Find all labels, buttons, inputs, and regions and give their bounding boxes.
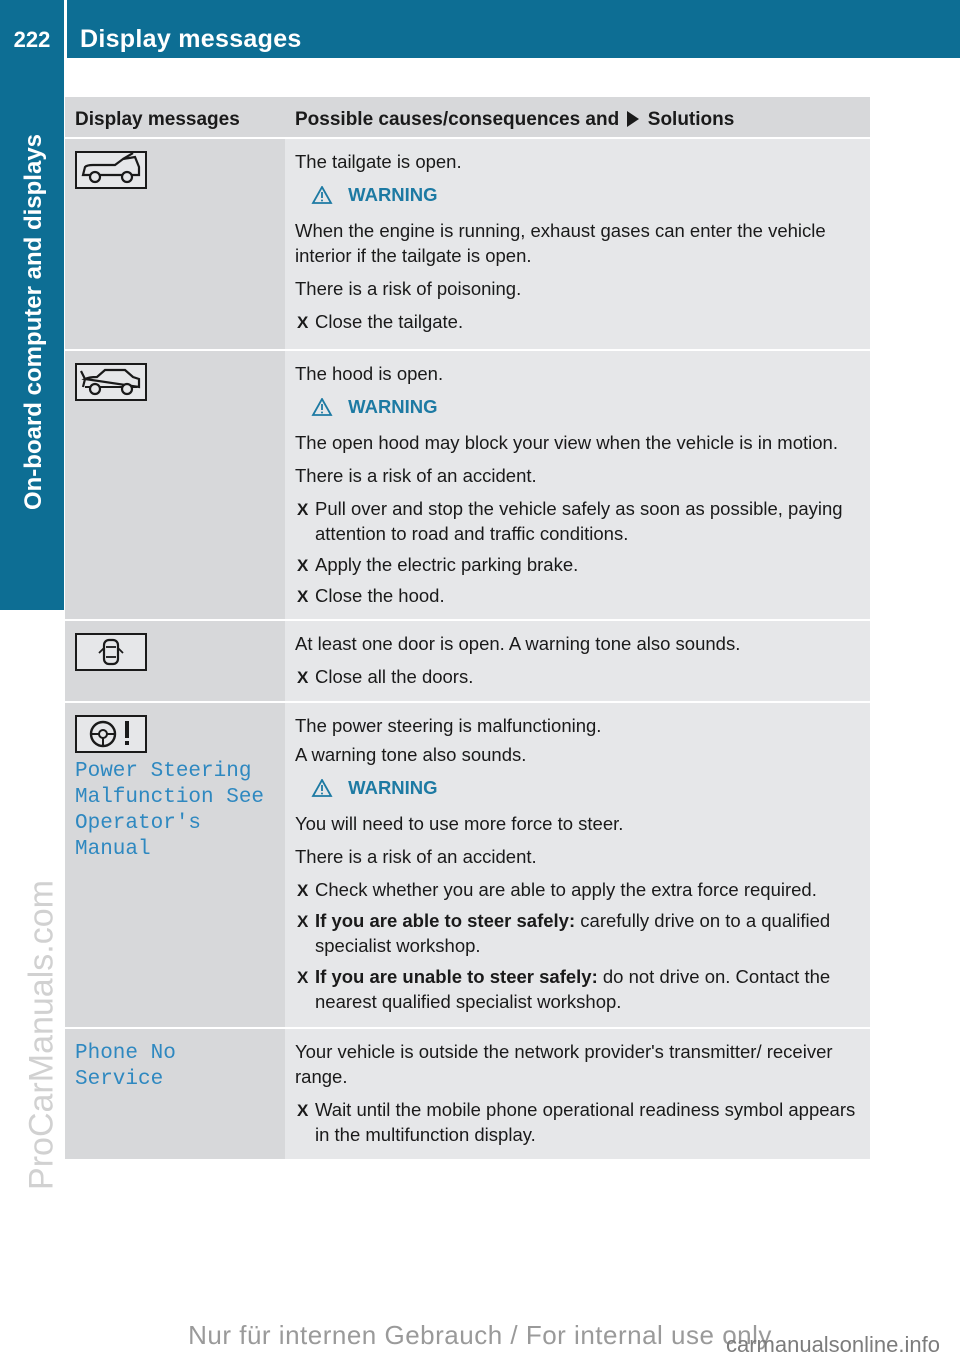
warning-heading	[295, 775, 864, 801]
display-text-line: Operator's Manual	[75, 812, 202, 861]
display-message-cell	[65, 1029, 285, 1159]
section-title-vertical: On-board computer and displays	[20, 133, 47, 511]
solution-cell	[285, 139, 870, 349]
warning-label: WARNING	[348, 777, 438, 798]
header-solutions-label: Solutions	[647, 109, 735, 130]
step-marker-icon: X	[297, 587, 309, 606]
solution-step: X Pull over and stop the vehicle safely as soon as possible, paying attention to road and traffic conditions.	[297, 498, 843, 544]
column-header-display-messages: Display messages	[75, 109, 240, 130]
warning-label: WARNING	[348, 184, 438, 205]
header-causes-label: Possible causes/consequences and	[295, 109, 620, 130]
cause-text: At least one door is open. A warning tone also sounds.	[295, 633, 741, 654]
column-header-causes-solutions	[285, 97, 870, 137]
step-marker-icon: X	[297, 881, 309, 900]
display-text-line: Power Steering	[75, 760, 252, 783]
risk-text: There is a risk of an accident.	[295, 846, 537, 867]
warning-label: WARNING	[348, 396, 438, 417]
cause-text: The hood is open.	[295, 363, 444, 384]
step-marker-icon: X	[297, 1101, 309, 1120]
display-message-cell	[65, 139, 285, 349]
page-title: Display messages	[80, 25, 302, 53]
solution-step: X Check whether you are able to apply the extra force required.	[295, 877, 864, 902]
solution-step: X If you are able to steer safely: carefully drive on to a qualified specialist workshop.	[297, 910, 831, 956]
tailgate-open-icon	[75, 151, 147, 189]
cause-text: Your vehicle is outside the network provider's transmitter/ receiver range.	[295, 1041, 833, 1087]
step-marker-icon: X	[297, 313, 309, 332]
step-marker-icon: X	[297, 556, 309, 575]
solution-step: X If you are unable to steer safely: do not drive on. Contact the nearest qualified specialist workshop.	[297, 966, 831, 1012]
hood-open-icon	[75, 363, 147, 401]
arrow-right-icon	[627, 111, 639, 127]
display-text-line: Phone No Service	[75, 1042, 176, 1091]
warning-triangle-icon	[309, 398, 335, 416]
header-divider	[64, 0, 67, 58]
table-header-row	[65, 97, 870, 139]
cause-text: The power steering is malfunctioning.	[295, 715, 602, 736]
solution-step: X Close the hood.	[295, 583, 864, 608]
page-number: 222	[13, 27, 51, 52]
risk-text: There is a risk of poisoning.	[295, 278, 522, 299]
warning-heading	[295, 394, 864, 420]
table-row	[65, 139, 870, 351]
table-row	[65, 621, 870, 703]
display-message-cell	[65, 351, 285, 619]
watermark-vertical: ProCarManuals.com	[22, 880, 61, 1190]
warning-text: The open hood may block your view when the vehicle is in motion.	[295, 432, 838, 453]
step-marker-icon: X	[297, 668, 309, 687]
risk-text: There is a risk of an accident.	[295, 465, 537, 486]
warning-text: When the engine is running, exhaust gases can enter the vehicle interior if the tailgate is open.	[295, 220, 826, 266]
display-messages-table	[65, 97, 870, 1159]
solution-step: X Wait until the mobile phone operational readiness symbol appears in the multifunction display.	[297, 1099, 856, 1145]
warning-triangle-icon	[309, 779, 335, 797]
display-text-line: Malfunction See	[75, 786, 265, 809]
display-message-cell	[65, 621, 285, 701]
solution-cell	[285, 703, 870, 1027]
warning-text: You will need to use more force to steer.	[295, 813, 624, 834]
cause-text: The tailgate is open.	[295, 151, 462, 172]
step-marker-icon: X	[297, 912, 309, 931]
table-row	[65, 703, 870, 1029]
footer-watermark: Nur für internen Gebrauch / For internal use only	[188, 1320, 772, 1350]
table-row	[65, 1029, 870, 1159]
warning-heading	[295, 182, 864, 208]
solution-step: X Close all the doors.	[295, 664, 864, 689]
footer-site: carmanualsonline.info	[725, 1332, 940, 1357]
solution-step: X Close the tailgate.	[295, 309, 864, 334]
step-marker-icon: X	[297, 968, 309, 987]
step-marker-icon: X	[297, 500, 309, 519]
solution-step: X Apply the electric parking brake.	[295, 552, 864, 577]
cause-text-secondary: A warning tone also sounds.	[295, 744, 527, 765]
solution-cell	[285, 621, 870, 701]
solution-cell	[285, 351, 870, 619]
table-row	[65, 351, 870, 621]
power-steering-warning-icon	[75, 715, 147, 753]
display-message-cell	[65, 703, 285, 1027]
warning-triangle-icon	[309, 186, 335, 204]
solution-cell	[285, 1029, 870, 1159]
door-open-icon	[75, 633, 147, 671]
